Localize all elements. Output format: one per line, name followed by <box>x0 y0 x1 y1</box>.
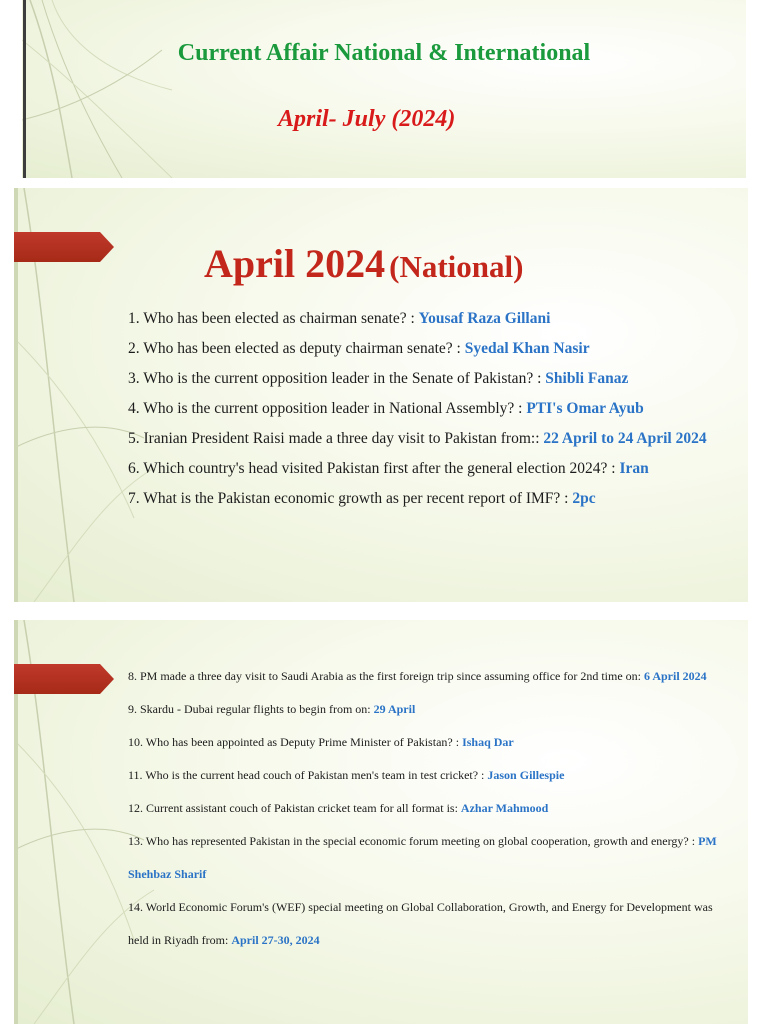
question-item: 11. Who is the current head couch of Pakistan men's team in test cricket? : Jason Gillespie <box>128 768 565 782</box>
answer: Syedal Khan Nasir <box>464 340 590 357</box>
answer: PTI's Omar Ayub <box>526 400 644 417</box>
decorative-swirl-lines <box>22 0 192 178</box>
month-heading <box>204 240 523 287</box>
answer: Ishaq Dar <box>462 735 514 749</box>
red-arrow-tab <box>14 232 114 262</box>
question-item: 9. Skardu - Dubai regular flights to begin from on: 29 April <box>128 702 416 716</box>
answer: PM Shehbaz Sharif <box>128 834 717 881</box>
month-heading-main: April 2024 <box>204 241 386 286</box>
cover-left-bar <box>23 0 26 178</box>
april-national-slide <box>14 188 748 602</box>
question-item: 2. Who has been elected as deputy chairman senate? : Syedal Khan Nasir <box>128 340 590 357</box>
answer: April 27-30, 2024 <box>231 933 320 947</box>
cover-title: Current Affair National & International <box>177 40 591 66</box>
question-list <box>128 304 718 514</box>
red-arrow-tab <box>14 664 114 694</box>
answer: Iran <box>619 460 649 477</box>
question-item: 8. PM made a three day visit to Saudi Arabia as the first foreign trip since assuming office for 2nd time on: 6 April 2024 <box>128 669 707 683</box>
question-item: 6. Which country's head visited Pakistan first after the general election 2024? : Iran <box>128 460 649 477</box>
cover-slide <box>22 0 746 178</box>
month-heading-sub: (National) <box>389 249 524 284</box>
question-item: 14. World Economic Forum's (WEF) special meeting on Global Collaboration, Growth, and Energy for Development was held in Riyadh from: April 27-30, 2024 <box>128 900 713 947</box>
question-item: 3. Who is the current opposition leader in the Senate of Pakistan? : Shibli Fanaz <box>128 370 629 387</box>
question-list <box>128 660 718 957</box>
answer: 2pc <box>572 490 596 507</box>
question-item: 7. What is the Pakistan economic growth as per recent report of IMF? : 2pc <box>128 490 596 507</box>
question-item: 10. Who has been appointed as Deputy Prime Minister of Pakistan? : Ishaq Dar <box>128 735 514 749</box>
answer: Yousaf Raza Gillani <box>418 310 551 327</box>
answer: Jason Gillespie <box>487 768 565 782</box>
cover-subtitle: April- July (2024) <box>278 106 456 132</box>
question-item: 1. Who has been elected as chairman senate? : Yousaf Raza Gillani <box>128 310 551 327</box>
question-item: 4. Who is the current opposition leader in National Assembly? : PTI's Omar Ayub <box>128 400 644 417</box>
answer: 29 April <box>373 702 416 716</box>
answer: Azhar Mahmood <box>460 801 549 815</box>
answer: Shibli Fanaz <box>545 370 629 387</box>
answer: 6 April 2024 <box>644 669 707 683</box>
question-item: 5. Iranian President Raisi made a three day visit to Pakistan from:: 22 April to 24 April 2024 <box>128 430 707 447</box>
question-item: 12. Current assistant couch of Pakistan cricket team for all format is: Azhar Mahmood <box>128 801 549 815</box>
april-continued-slide <box>14 620 748 1024</box>
question-item: 13. Who has represented Pakistan in the special economic forum meeting on global cooperation, growth and energy? : PM Shehbaz Sharif <box>128 834 717 881</box>
answer: 22 April to 24 April 2024 <box>543 430 707 447</box>
